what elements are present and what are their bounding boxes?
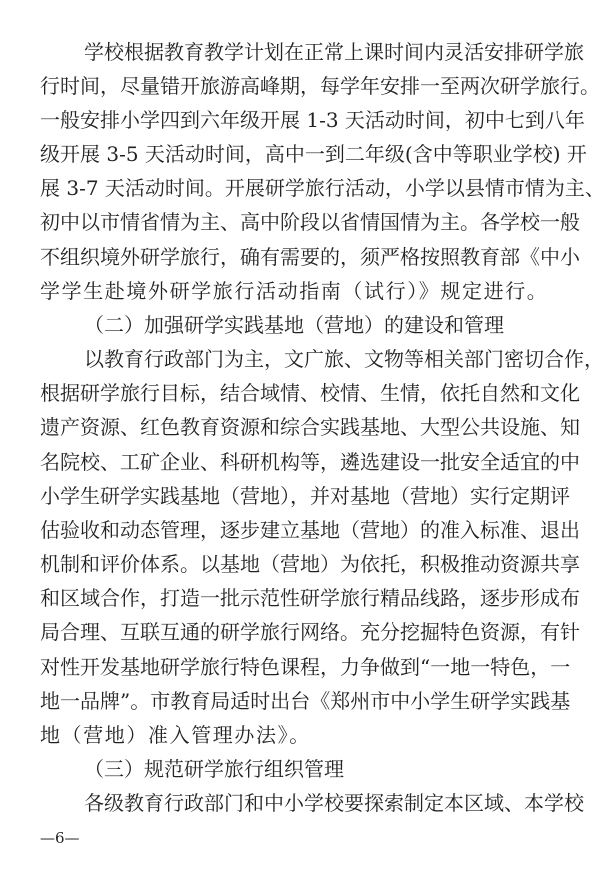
paragraph-line: 根据研学旅行目标，结合域情、校情、生情，依托自然和文化 <box>40 381 580 405</box>
section-heading-2: （二）加强研学实践基地（营地）的建设和管理 <box>84 313 504 337</box>
paragraph-line: 局合理、互联互通的研学旅行网络。充分挖掘特色资源，有针 <box>40 620 580 644</box>
paragraph-line: 地（营地）准入管理办法》。 <box>40 723 311 747</box>
paragraph-line: 遗产资源、红色教育资源和综合实践基地、大型公共设施、知 <box>40 415 580 439</box>
paragraph-line: 行时间，尽量错开旅游高峰期，每学年安排一至两次研学旅行。 <box>40 74 600 98</box>
paragraph-line: 地一品牌”。市教育局适时出台《郑州市中小学生研学实践基 <box>40 689 571 713</box>
paragraph-line: 初中以市情省情为主、高中阶段以省情国情为主。各学校一般 <box>40 210 580 234</box>
paragraph-line: 机制和评价体系。以基地（营地）为依托，积极推动资源共享 <box>40 552 580 576</box>
paragraph-line: 学学生赴境外研学旅行活动指南（试行）》规定进行。 <box>40 279 549 303</box>
paragraph-line: 对性开发基地研学旅行特色课程，力争做到“一地一特色，一 <box>40 655 571 679</box>
paragraph-line: 展 3-7 天活动时间。开展研学旅行活动，小学以县情市情为主、 <box>40 176 605 200</box>
paragraph-line: 名院校、工矿企业、科研机构等，遴选建设一批安全适宜的中 <box>40 450 580 474</box>
paragraph-line: 估验收和动态管理，逐步建立基地（营地）的准入标准、退出 <box>40 518 580 542</box>
section-heading-3: （三）规范研学旅行组织管理 <box>84 757 344 781</box>
paragraph-line: 以教育行政部门为主，文广旅、文物等相关部门密切合作， <box>84 347 604 371</box>
paragraph-line: 一般安排小学四到六年级开展 1-3 天活动时间，初中七到八年 <box>40 108 585 132</box>
paragraph-line: 和区域合作，打造一批示范性研学旅行精品线路，逐步形成布 <box>40 586 580 610</box>
paragraph-line: 学校根据教育教学计划在正常上课时间内灵活安排研学旅 <box>84 40 584 64</box>
paragraph-line: 各级教育行政部门和中小学校要探索制定本区域、本学校 <box>84 791 584 815</box>
paragraph-line: 不组织境外研学旅行，确有需要的，须严格按照教育部《中小 <box>40 245 580 269</box>
page-number: —6— <box>40 829 80 847</box>
paragraph-line: 小学生研学实践基地（营地），并对基地（营地）实行定期评 <box>40 484 570 508</box>
paragraph-line: 级开展 3-5 天活动时间，高中一到二年级(含中等职业学校) 开 <box>40 142 587 166</box>
